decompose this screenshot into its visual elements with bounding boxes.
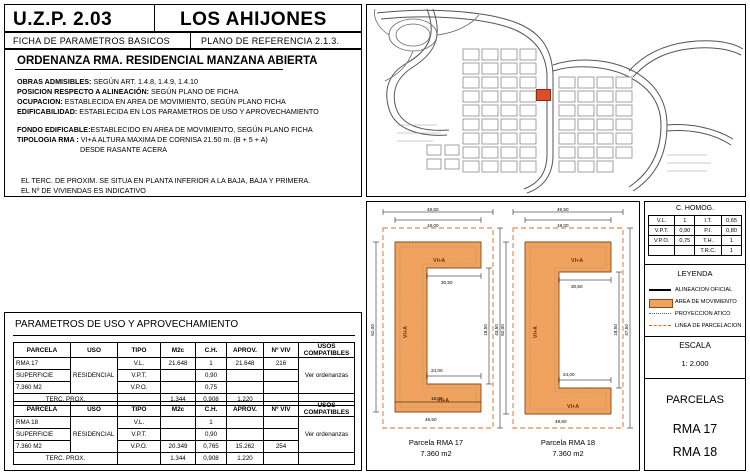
header-block xyxy=(4,4,362,32)
plan-left-caption-2: 7.360 m2 xyxy=(420,449,452,458)
ordinance-line-3: EDIFICABILIDAD: ESTABLECIDA EN LOS PARAMETROS DE USO Y APROVECHAMIENTO xyxy=(17,107,319,116)
svg-text:24,00: 24,00 xyxy=(431,368,443,373)
ordinance-title: ORDENANZA RMA. RESIDENCIAL MANZANA ABIERTA xyxy=(17,55,318,67)
svg-text:18,00: 18,00 xyxy=(431,396,443,401)
ordinance-line-2: OCUPACION: ESTABLECIDA EN AREA DE MOVIMIENTO, SEGÚN PLANO FICHA xyxy=(17,97,286,106)
location-map xyxy=(366,4,746,197)
ordinance-block xyxy=(4,49,362,197)
svg-text:30,50: 30,50 xyxy=(441,280,453,285)
legend-item-proyeccion-atico: PROYECCION ATICO xyxy=(645,308,745,320)
sheet-type-label: FICHA DE PARAMETROS BASICOS xyxy=(13,36,170,46)
escala-value: 1: 2.000 xyxy=(681,359,709,368)
parameters-title-rule xyxy=(13,335,355,336)
ordinance-line-6: DESDE RASANTE ACERA xyxy=(80,145,168,154)
table-row: V.P.O. 0,75 T.H. 1 xyxy=(649,236,742,246)
plan-left-caption-1: Parcela RMA 17 xyxy=(408,438,464,447)
ordinance-note-0: EL TERC. DE PROXIM. SE SITUA EN PLANTA INFERIOR A LA BAJA, BAJA Y PRIMERA. xyxy=(21,176,311,185)
parameters-title: PARAMETROS DE USO Y APROVECHAMIENTO xyxy=(15,319,239,330)
table-row: TERC. PROX. 1.344 0,908 1.220 xyxy=(14,453,355,465)
svg-text:47,50: 47,50 xyxy=(624,324,629,336)
parcelas-title: PARCELAS xyxy=(666,394,724,406)
legend-block xyxy=(644,201,746,471)
plan-right-tag-bot: VI+A xyxy=(567,404,580,410)
parcel-plans-drawing xyxy=(367,202,639,470)
svg-text:62,00: 62,00 xyxy=(370,324,375,336)
table-header-row: PARCELA USO TIPO M2c C.H. APROV. Nº VIV USOS COMPATIBLES xyxy=(14,402,355,417)
svg-text:49,50: 49,50 xyxy=(427,207,439,212)
svg-text:30,50: 30,50 xyxy=(571,284,583,289)
ordinance-note-1: EL Nº DE VIVIENDAS ES INDICATIVO xyxy=(21,186,146,195)
map-drawing xyxy=(367,5,745,196)
legend-item-area-movimiento: AREA DE MOVIMIENTO xyxy=(645,296,745,308)
ordinance-line-0: OBRAS ADMISIBLES: SEGÚN ART. 1.4.8, 1.4.9, 1.4.10 xyxy=(17,77,198,86)
proyeccion-atico-swatch-icon xyxy=(649,313,671,314)
chomog-title: C. HOMOG. xyxy=(675,205,715,212)
parcela-name-1: RMA 17 xyxy=(672,422,718,436)
plan-right-tag-mid: VI+A xyxy=(533,325,539,339)
table-row: TERC. PROX. 1.344 0,908 1.220 xyxy=(14,394,355,406)
header-subtitle-block xyxy=(4,32,362,49)
table-row: 7.360 M2 V.P.O. 0,75 xyxy=(14,382,355,394)
alineacion-swatch-icon xyxy=(649,289,671,291)
table-header-row: PARCELA USO TIPO M2c C.H. APROV. Nº VIV USOS COMPATIBLES xyxy=(14,343,355,358)
parameters-block xyxy=(4,312,362,471)
svg-text:18,00: 18,00 xyxy=(427,223,439,228)
svg-text:49,50: 49,50 xyxy=(425,417,437,422)
table-row: SUPERFICIE V.P.T. 0,90 xyxy=(14,429,355,441)
table-row: SUPERFICIE V.P.T. 0,90 xyxy=(14,370,355,382)
zone-name: LOS AHIJONES xyxy=(180,9,327,30)
plan-left-tag-mid: VI+A xyxy=(403,325,409,339)
svg-text:62,00: 62,00 xyxy=(500,324,505,336)
reference-plan-label: PLANO DE REFERENCIA 2.1.3. xyxy=(201,36,340,46)
parcel-plans-block xyxy=(366,201,640,471)
ordinance-line-5: TIPOLOGIA RMA : VI+A ALTURA MAXIMA DE CORNISA 21.50 m. (B + 5 + A) xyxy=(17,135,268,144)
svg-text:18,50: 18,50 xyxy=(613,324,618,336)
table-row: RMA 17 RESIDENCIAL V.L. 21.648 1 21.648 216 Ver ordenanzas xyxy=(14,358,355,370)
svg-text:18,00: 18,00 xyxy=(557,223,569,228)
legend-item-linea-parcelacion: LINEA DE PARCELACION xyxy=(645,320,745,332)
ordinance-line-4: FONDO EDIFICABLE:ESTABLECIDO EN AREA DE MOVIMIENTO, SEGÚN PLANO FICHA xyxy=(17,125,313,134)
svg-text:18,50: 18,50 xyxy=(483,324,488,336)
ordinance-line-1: POSICION RESPECTO A ALINEACIÓN: SEGÚN PLANO DE FICHA xyxy=(17,87,239,96)
plan-right-caption-1: Parcela RMA 18 xyxy=(540,438,596,447)
parcela-name-2: RMA 18 xyxy=(672,445,718,459)
plan-right-caption-2: 7.360 m2 xyxy=(552,449,584,458)
table-row: V.P.T. 0,90 P.I. 0,80 xyxy=(649,226,742,236)
table-row: T.R.C. 1 xyxy=(649,246,742,256)
ordinance-title-rule xyxy=(15,69,283,70)
parameters-table-rma17 xyxy=(13,342,355,406)
zone-code: U.Z.P. 2.03 xyxy=(13,9,113,30)
chomog-table xyxy=(648,215,742,256)
svg-text:49,50: 49,50 xyxy=(555,419,567,424)
svg-text:24,00: 24,00 xyxy=(563,372,575,377)
plan-left-tag-top: VI+A xyxy=(433,258,446,264)
table-row: RMA 18 RESIDENCIAL V.L. 1 Ver ordenanzas xyxy=(14,417,355,429)
plan-right-tag-top: VI+A xyxy=(571,258,584,264)
table-row: V.L. 1 I.T. 0,65 xyxy=(649,216,742,226)
legend-divider-3 xyxy=(645,378,745,379)
leyenda-title: LEYENDA xyxy=(677,269,713,278)
svg-text:49,50: 49,50 xyxy=(557,207,569,212)
plan-left-tag-bot: VI+A xyxy=(437,398,450,404)
svg-text:43,50: 43,50 xyxy=(494,324,499,336)
table-row: 7.360 M2 V.P.O. 20.349 0,765 15.262 254 xyxy=(14,441,355,453)
escala-title: ESCALA xyxy=(679,341,711,350)
linea-parcelacion-swatch-icon xyxy=(649,325,671,326)
legend-item-alineacion: ALINEACION OFICIAL xyxy=(645,284,745,296)
parameters-table-rma18 xyxy=(13,401,355,465)
legend-divider-1 xyxy=(645,264,745,265)
area-movimiento-swatch-icon xyxy=(649,299,673,308)
highlighted-parcel-marker xyxy=(536,89,551,101)
legend-divider-2 xyxy=(645,336,745,337)
